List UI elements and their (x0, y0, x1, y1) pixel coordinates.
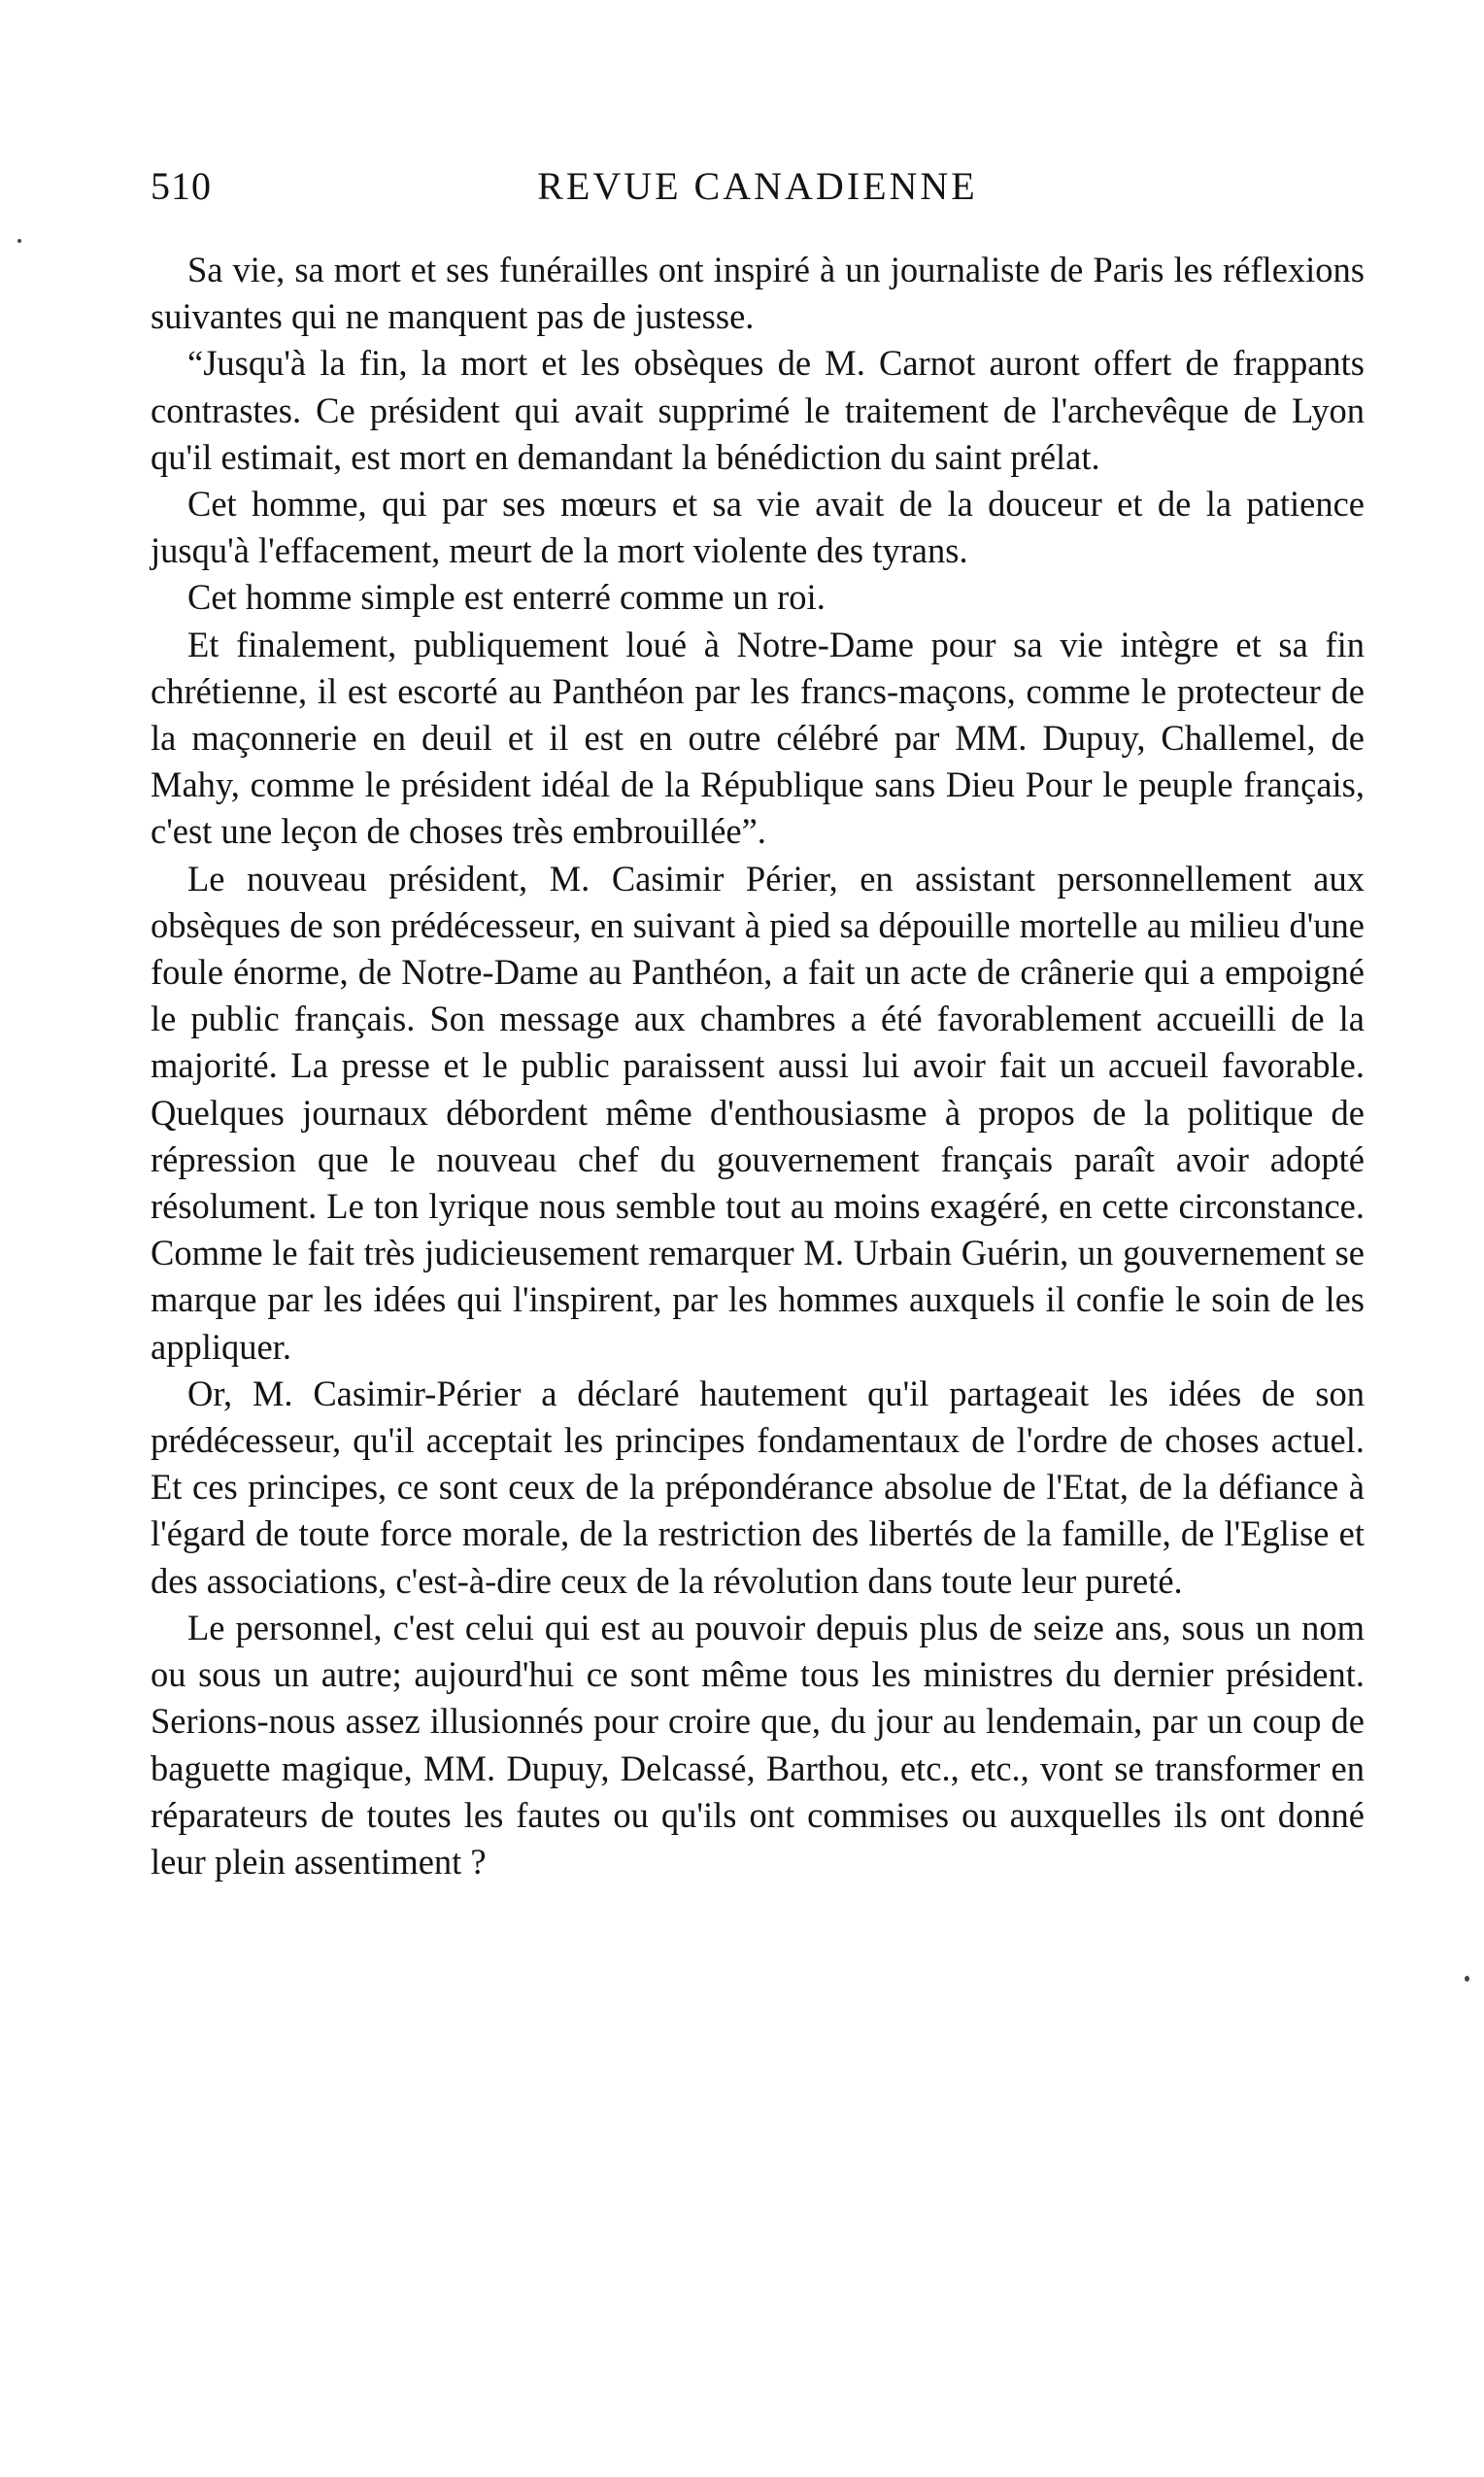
scan-speck (17, 239, 21, 243)
paragraph: Or, M. Casimir-Périer a déclaré hautement qu'il partageait les idées de son prédécesseur, qu'il acceptait les principes fondamentaux de l'ordre de choses actuel. Et ces principes, ce sont ceux de la prépondérance absolue de l'Etat, de la défiance à l'égard de toute force morale, de la restriction des libertés de la famille, de l'Eglise et des associations, c'est-à-dire ceux de la révolution dans toute leur pureté. (151, 1373, 1365, 1601)
paragraph: Cet homme simple est enterré comme un roi. (187, 577, 826, 618)
running-head (151, 163, 1365, 221)
paragraph: Le personnel, c'est celui qui est au pouvoir depuis plus de seize ans, sous un nom ou sous un autre; aujourd'hui ce sont même tous les ministres du dernier président. Serions-nous assez illusionnés pour croire que, du jour au lendemain, par un coup de baguette magique, MM. Dupuy, Delcassé, Barthou, etc., etc., vont se transformer en réparateurs de toutes les fautes ou qu'ils ont commises ou auxquelles ils ont donné leur plein assentiment ? (151, 1607, 1365, 1882)
paragraph: Et finalement, publiquement loué à Notre-Dame pour sa vie intègre et sa fin chrétienne, il est escorté au Panthéon par les francs-maçons, comme le protecteur de la maçonnerie en deuil et il est en outre célébré par MM. Dupuy, Challemel, de Mahy, comme le président idéal de la République sans Dieu Pour le peuple français, c'est une leçon de choses très embrouillée”. (151, 624, 1365, 852)
paragraph: Sa vie, sa mort et ses funérailles ont inspiré à un journaliste de Paris les réflexions suivantes qui ne manquent pas de justesse. (151, 250, 1365, 337)
page-number: 510 (151, 164, 212, 208)
paragraph: “Jusqu'à la fin, la mort et les obsèques de M. Carnot auront offert de frappants contrastes. Ce président qui avait supprimé le traitement de l'archevêque de Lyon qu'il estimait, est mort en demandant la bénédiction du saint prélat. (151, 343, 1365, 477)
scan-speck (1465, 1976, 1469, 1982)
paragraph: Cet homme, qui par ses mœurs et sa vie avait de la douceur et de la patience jusqu'à l'effacement, meurt de la mort violente des tyrans. (151, 484, 1365, 571)
journal-title: REVUE CANADIENNE (537, 164, 978, 208)
article-body (151, 247, 1365, 1885)
paragraph: Le nouveau président, M. Casimir Périer, en assistant personnellement aux obsèques de son prédécesseur, en suivant à pied sa dépouille mortelle au milieu d'une foule énorme, de Notre-Dame au Panthéon, a fait un acte de crânerie qui a empoigné le public français. Son message aux chambres a été favorablement accueilli de la majorité. La presse et le public paraissent aussi lui avoir fait un accueil favorable. Quelques journaux débordent même d'enthousiasme à propos de la politique de répression que le nouveau chef du gouvernement français paraît avoir adopté résolument. Le ton lyrique nous semble tout au moins exagéré, en cette circonstance. Comme le fait très judicieusement remarquer M. Urbain Guérin, un gouvernement se marque par les idées qui l'inspirent, par les hommes auxquels il confie le soin de les appliquer. (151, 858, 1365, 1367)
